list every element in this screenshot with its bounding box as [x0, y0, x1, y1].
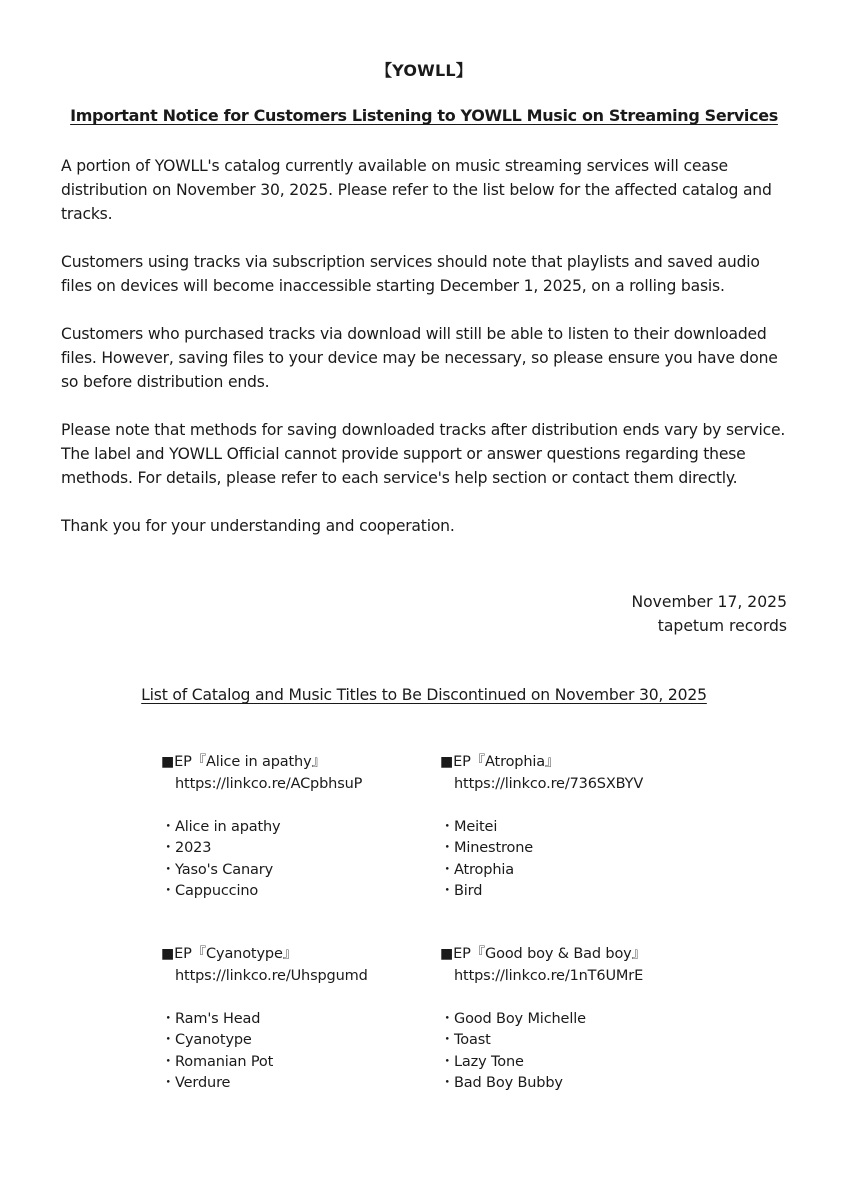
- track-list: [440, 1009, 646, 1095]
- signoff-date: November 17, 2025: [631, 593, 787, 611]
- track-list: [161, 817, 362, 903]
- track-name: Romanian Pot: [175, 1053, 274, 1070]
- track-name: Verdure: [175, 1075, 231, 1091]
- track-item: [440, 1052, 646, 1074]
- ep-link[interactable]: https://linkco.re/ACpbhsuP: [175, 775, 363, 792]
- paragraph-thanks: Thank you for your understanding and cooperation.: [61, 517, 455, 535]
- bullet-icon: ・: [440, 861, 455, 878]
- ep-link[interactable]: https://linkco.re/736SXBYV: [454, 775, 644, 792]
- track-item: [440, 860, 643, 882]
- ep-title-text: EP『Cyanotype』: [174, 946, 298, 962]
- paragraph-cease-distribution: A portion of YOWLL's catalog currently available on music streaming services will cease distribution on November 30, 2025. Please refer to the list below for the affected catalog and tracks.: [61, 157, 772, 223]
- track-name: Cappuccino: [175, 883, 259, 899]
- track-name: Alice in apathy: [175, 818, 281, 835]
- ep-title: [440, 944, 646, 966]
- track-name: Good Boy Michelle: [454, 1010, 586, 1027]
- document-title: 【YOWLL】: [375, 61, 473, 80]
- bullet-icon: ・: [161, 861, 176, 878]
- signoff-label: tapetum records: [657, 617, 787, 635]
- track-item: [161, 838, 362, 860]
- bullet-icon: ・: [440, 1075, 455, 1091]
- track-item: [440, 817, 643, 839]
- bullet-icon: ・: [161, 1075, 176, 1091]
- track-name: Minestrone: [454, 840, 534, 856]
- ep-link[interactable]: https://linkco.re/Uhspgumd: [175, 967, 368, 984]
- square-bullet-icon: ■: [161, 754, 175, 770]
- square-bullet-icon: ■: [440, 946, 454, 962]
- track-name: Bad Boy Bubby: [454, 1075, 563, 1091]
- paragraph-download: Customers who purchased tracks via download will still be able to listen to their downloaded files. However, saving files to your device may be necessary, so please ensure you have done so before distribution ends.: [61, 325, 778, 391]
- bullet-icon: ・: [440, 840, 455, 856]
- ep-block-alice-in-apathy: [161, 752, 362, 903]
- paragraph-saving-methods: Please note that methods for saving downloaded tracks after distribution ends vary by service. The label and YOWLL Official cannot provide support or answer questions regarding these methods. For details, please refer to each service's help section or contact them directly.: [61, 421, 786, 487]
- bullet-icon: ・: [161, 818, 176, 835]
- track-list: [440, 817, 643, 903]
- ep-title-text: EP『Atrophia』: [453, 754, 560, 770]
- bullet-icon: ・: [440, 818, 455, 835]
- track-name: 2023: [175, 840, 212, 856]
- track-item: [161, 1030, 368, 1052]
- track-item: [440, 1073, 646, 1095]
- notice-heading: Important Notice for Customers Listening to YOWLL Music on Streaming Services: [70, 106, 778, 125]
- signoff: [631, 590, 787, 638]
- track-item: [440, 1009, 646, 1031]
- track-name: Ram's Head: [175, 1010, 261, 1027]
- track-item: [440, 881, 643, 903]
- bullet-icon: ・: [161, 1010, 176, 1027]
- bullet-icon: ・: [440, 883, 455, 899]
- bullet-icon: ・: [440, 1032, 455, 1048]
- notice-body: [61, 154, 791, 562]
- bullet-icon: ・: [440, 1053, 455, 1070]
- track-list: [161, 1009, 368, 1095]
- ep-title: [440, 752, 643, 774]
- ep-block-atrophia: [440, 752, 643, 903]
- track-item: [161, 1073, 368, 1095]
- ep-title-text: EP『Good boy & Bad boy』: [453, 946, 646, 962]
- track-name: Meitei: [454, 818, 498, 835]
- ep-block-good-boy-bad-boy: [440, 944, 646, 1095]
- paragraph-subscription: Customers using tracks via subscription services should note that playlists and saved audio files on devices will become inaccessible starting December 1, 2025, on a rolling basis.: [61, 253, 760, 295]
- ep-title: [161, 944, 368, 966]
- track-item: [161, 1009, 368, 1031]
- track-name: Cyanotype: [175, 1032, 252, 1048]
- bullet-icon: ・: [161, 1032, 176, 1048]
- bullet-icon: ・: [161, 840, 176, 856]
- track-item: [161, 881, 362, 903]
- ep-title: [161, 752, 362, 774]
- bullet-icon: ・: [161, 883, 176, 899]
- track-item: [440, 838, 643, 860]
- track-name: Yaso's Canary: [175, 861, 273, 878]
- track-name: Lazy Tone: [454, 1053, 524, 1070]
- track-item: [161, 860, 362, 882]
- ep-block-cyanotype: [161, 944, 368, 1095]
- bullet-icon: ・: [161, 1053, 176, 1070]
- track-name: Toast: [454, 1032, 491, 1048]
- ep-link[interactable]: https://linkco.re/1nT6UMrE: [454, 967, 644, 984]
- track-name: Bird: [454, 883, 483, 899]
- discontinued-list-heading: List of Catalog and Music Titles to Be Discontinued on November 30, 2025: [141, 686, 707, 704]
- track-item: [161, 1052, 368, 1074]
- track-name: Atrophia: [454, 861, 514, 878]
- square-bullet-icon: ■: [440, 754, 454, 770]
- ep-title-text: EP『Alice in apathy』: [174, 754, 326, 770]
- track-item: [161, 817, 362, 839]
- bullet-icon: ・: [440, 1010, 455, 1027]
- track-item: [440, 1030, 646, 1052]
- square-bullet-icon: ■: [161, 946, 175, 962]
